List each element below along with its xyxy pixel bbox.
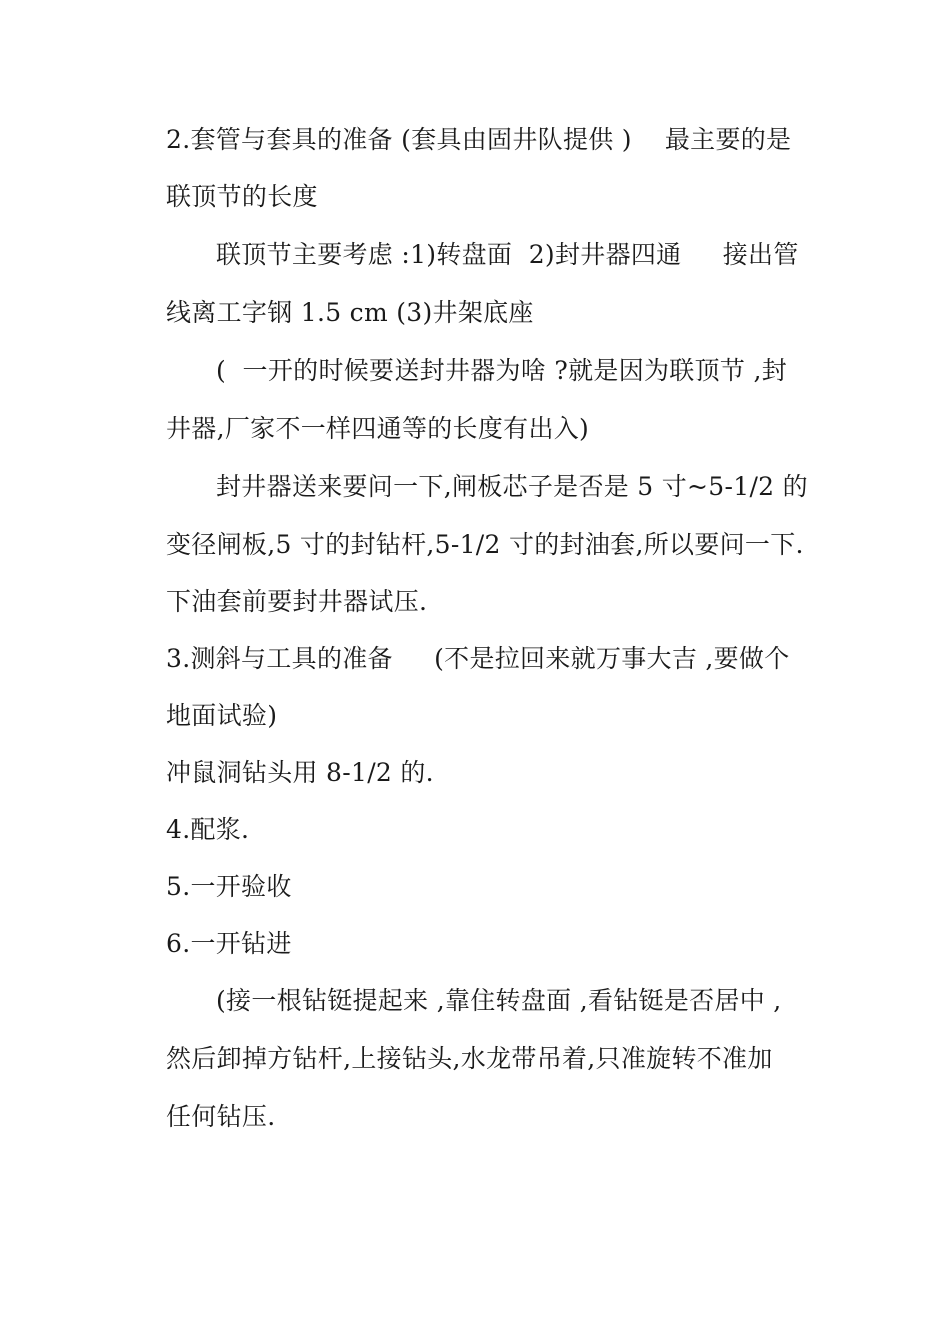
- paragraph-considerations-line-1: 联顶节主要考虑 :1)转盘面 2)封井器四通 接出管: [216, 240, 799, 269]
- paragraph-3-line-1: 3.测斜与工具的准备 (不是拉回来就万事大吉 ,要做个: [166, 644, 790, 673]
- paragraph-rathole: 冲鼠洞钻头用 8-1/2 的.: [166, 758, 434, 787]
- paragraph-bop-line-2: 变径闸板,5 寸的封钻杆,5-1/2 寸的封油套,所以要问一下.: [166, 530, 804, 559]
- paragraph-bop-line-1: 封井器送来要问一下,闸板芯子是否是 5 寸~5-1/2 的: [216, 472, 808, 501]
- paragraph-bop-line-3: 下油套前要封井器试压.: [166, 587, 428, 616]
- paragraph-4: 4.配浆.: [166, 815, 250, 844]
- paragraph-considerations-line-2: 线离工字钢 1.5 cm (3)井架底座: [166, 298, 534, 327]
- paragraph-3-line-2: 地面试验): [166, 701, 278, 730]
- paragraph-2-line-1: 2.套管与套具的准备 (套具由固井队提供 ) 最主要的是: [166, 125, 792, 154]
- paragraph-drilling-line-1: (接一根钻铤提起来 ,靠住转盘面 ,看钻铤是否居中 ,: [216, 986, 782, 1015]
- paragraph-note-line-2: 井器,厂家不一样四通等的长度有出入): [166, 414, 590, 443]
- paragraph-2-line-2: 联顶节的长度: [166, 182, 318, 211]
- paragraph-5: 5.一开验收: [166, 872, 292, 901]
- paragraph-drilling-line-3: 任何钻压.: [166, 1102, 276, 1131]
- paragraph-note-line-1: ( 一开的时候要送封井器为啥 ?就是因为联顶节 ,封: [216, 356, 787, 385]
- paragraph-6: 6.一开钻进: [166, 929, 292, 958]
- paragraph-drilling-line-2: 然后卸掉方钻杆,上接钻头,水龙带吊着,只准旋转不准加: [166, 1044, 773, 1073]
